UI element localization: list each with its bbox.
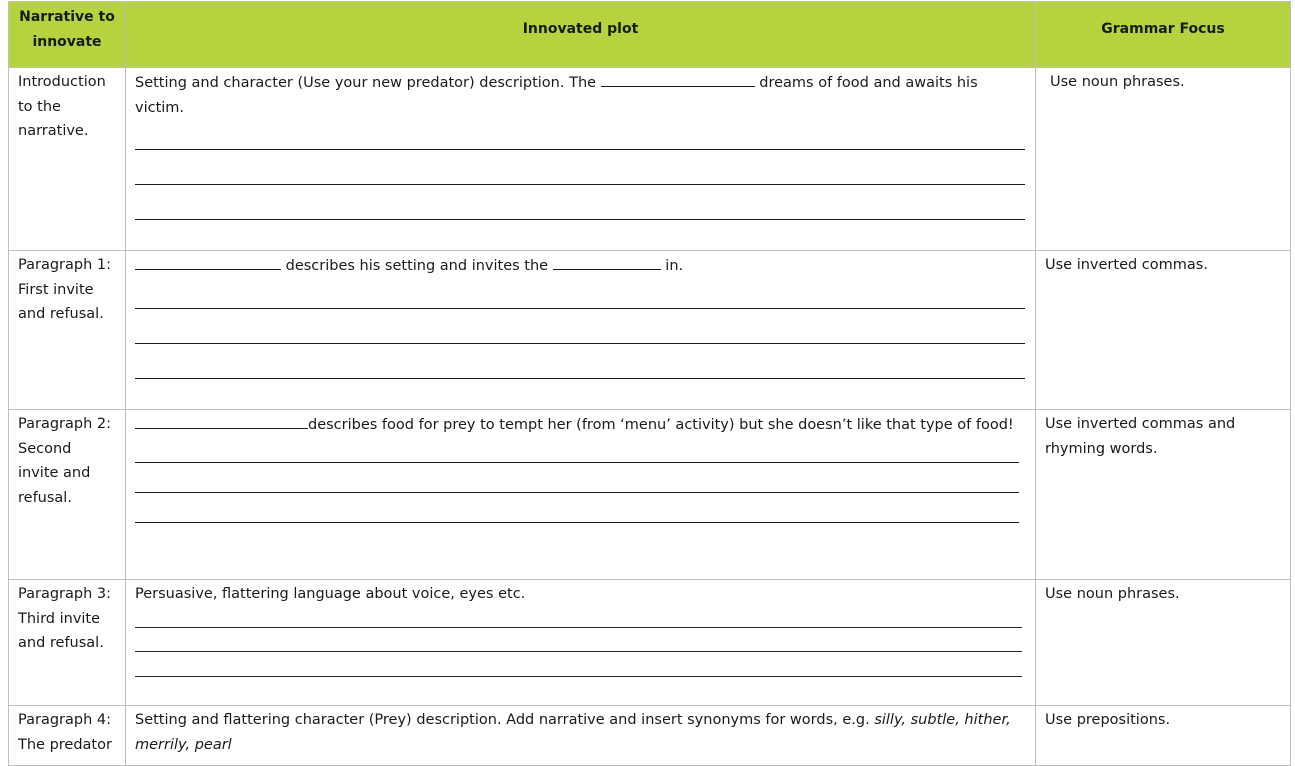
row-plot	[126, 410, 1036, 580]
row-grammar: Use inverted commas.	[1036, 251, 1291, 410]
row-narrative: Paragraph 2: Second invite and refusal.	[9, 410, 126, 580]
row-narrative: Paragraph 3: Third invite and refusal.	[9, 580, 126, 706]
table-row	[9, 410, 1291, 580]
writing-line[interactable]	[135, 438, 1019, 463]
row-plot	[126, 251, 1036, 410]
fill-blank[interactable]	[135, 412, 308, 429]
table-row	[9, 251, 1291, 410]
narrative-plan-table	[8, 1, 1291, 766]
row-plot	[126, 68, 1036, 251]
header-grammar-focus: Grammar Focus	[1036, 2, 1291, 68]
table-row	[9, 706, 1291, 766]
plot-text: in.	[660, 258, 684, 274]
plot-synonyms: silly, subtle, hither, merrily, pearl	[135, 712, 1011, 753]
writing-line[interactable]	[135, 309, 1025, 344]
row-grammar: Use inverted commas and rhyming words.	[1036, 410, 1291, 580]
plot-text: Setting and flattering character (Prey) description. Add narrative and insert synonyms for words, e.g.	[135, 712, 875, 728]
writing-line[interactable]	[135, 493, 1019, 523]
writing-line[interactable]	[135, 463, 1019, 493]
table-row	[9, 580, 1291, 706]
writing-line[interactable]	[135, 344, 1025, 379]
plot-text: Persuasive, flattering language about voice, eyes etc.	[135, 586, 526, 602]
row-plot	[126, 580, 1036, 706]
row-grammar: Use prepositions.	[1036, 706, 1291, 766]
header-narrative: Narrative to innovate	[9, 2, 126, 68]
row-narrative: Introduction to the narrative.	[9, 68, 126, 251]
plot-text: Setting and character (Use your new predator) description. The	[135, 75, 601, 91]
row-grammar: Use noun phrases.	[1036, 68, 1291, 251]
row-narrative: Paragraph 1: First invite and refusal.	[9, 251, 126, 410]
plot-text: dreams of food and awaits his victim.	[135, 75, 978, 116]
writing-line[interactable]	[135, 150, 1025, 185]
row-grammar: Use noun phrases.	[1036, 580, 1291, 706]
row-narrative: Paragraph 4: The predator	[9, 706, 126, 766]
writing-line[interactable]	[135, 279, 1025, 309]
plot-text: describes food for prey to tempt her (from ‘menu’ activity) but she doesn’t like that type of food!	[308, 417, 1014, 433]
writing-line[interactable]	[135, 652, 1022, 677]
table-row	[9, 68, 1291, 251]
fill-blank[interactable]	[601, 70, 755, 87]
writing-line[interactable]	[135, 607, 1022, 628]
writing-line[interactable]	[135, 137, 1025, 150]
writing-line[interactable]	[135, 185, 1025, 220]
header-innovated-plot: Innovated plot	[126, 2, 1036, 68]
header-row	[9, 2, 1291, 68]
fill-blank[interactable]	[553, 253, 661, 270]
fill-blank[interactable]	[135, 253, 281, 270]
row-plot	[126, 706, 1036, 766]
writing-line[interactable]	[135, 628, 1022, 652]
plot-text: describes his setting and invites the	[281, 258, 553, 274]
